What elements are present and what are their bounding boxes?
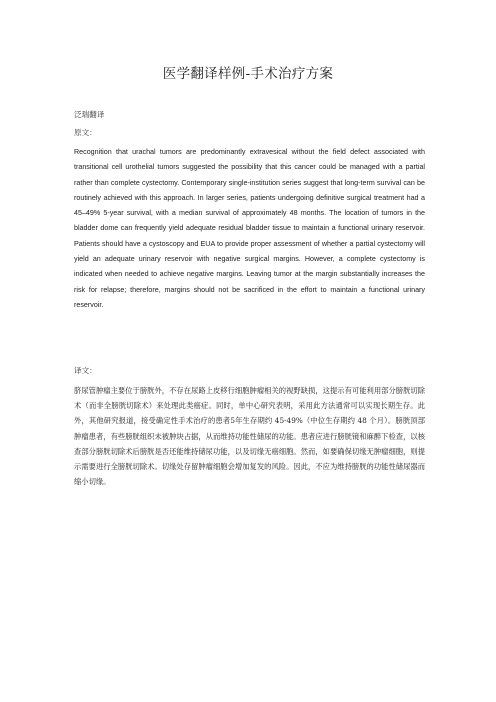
translation-heading: 译文：: [74, 366, 97, 375]
original-text-heading: 原文：: [74, 128, 97, 137]
author-label: 泛瑞翻译: [74, 110, 105, 119]
document-title: 医学翻译样例-手术治疗方案: [162, 66, 334, 82]
translation-paragraph: 脐尿管肿瘤主要位于膀胱外，不存在尿路上皮移行细胞肿瘤相关的视野缺损，这提示有可能利用部分膀胱切除术（而非全膀胱切除术）来处理此类癌症。同时，单中心研究表明，采用此方法通常可以实现长期生存。此外，其他研究报道，接受确定性手术治疗的患者5年生存期约 45-49%（中位生存期约 48 个月）。膀胱顶部肿瘤患者，有些膀胱组织未被肿块占据，从而维持功能性储尿的功能。患者应进行膀胱镜和麻醉下检查，以核查部分膀胱切除术后膀胱是否还能维持储尿功能，以及切缘无癌细胞。然而，如要确保切缘无肿瘤细胞，则提示需要进行全膀胱切除术。切缘处存留肿瘤细胞会增加复发的风险。因此，不应为维持膀胱的功能性储尿器而缩小切缘。: [74, 386, 425, 487]
original-text-paragraph: Recognition that urachal tumors are predominantly extravesical without the field defect associated with transitional cell urothelial tumors suggested the possibility that this cancer could be managed with a partial rather than complete cystectomy. Contemporary single-institution series suggest that long-term survival can be routinely achieved with this approach. In larger series, patients undergoing definitive surgical treatment had a 45–49% 5-year survival, with a median survival of approximately 48 months. The location of tumors in the bladder dome can frequently yield adequate residual bladder tissue to maintain a functional urinary reservoir. Patients should have a cystoscopy and EUA to provide proper assessment of whether a partial cystectomy will yield an adequate urinary reservoir with negative surgical margins. However, a complete cystectomy is indicated when needed to achieve negative margins. Leaving tumor at the margin substantially increases the risk for relapse; therefore, margins should not be sacrificed in the effort to maintain a functional urinary reservoir.: [74, 148, 425, 309]
